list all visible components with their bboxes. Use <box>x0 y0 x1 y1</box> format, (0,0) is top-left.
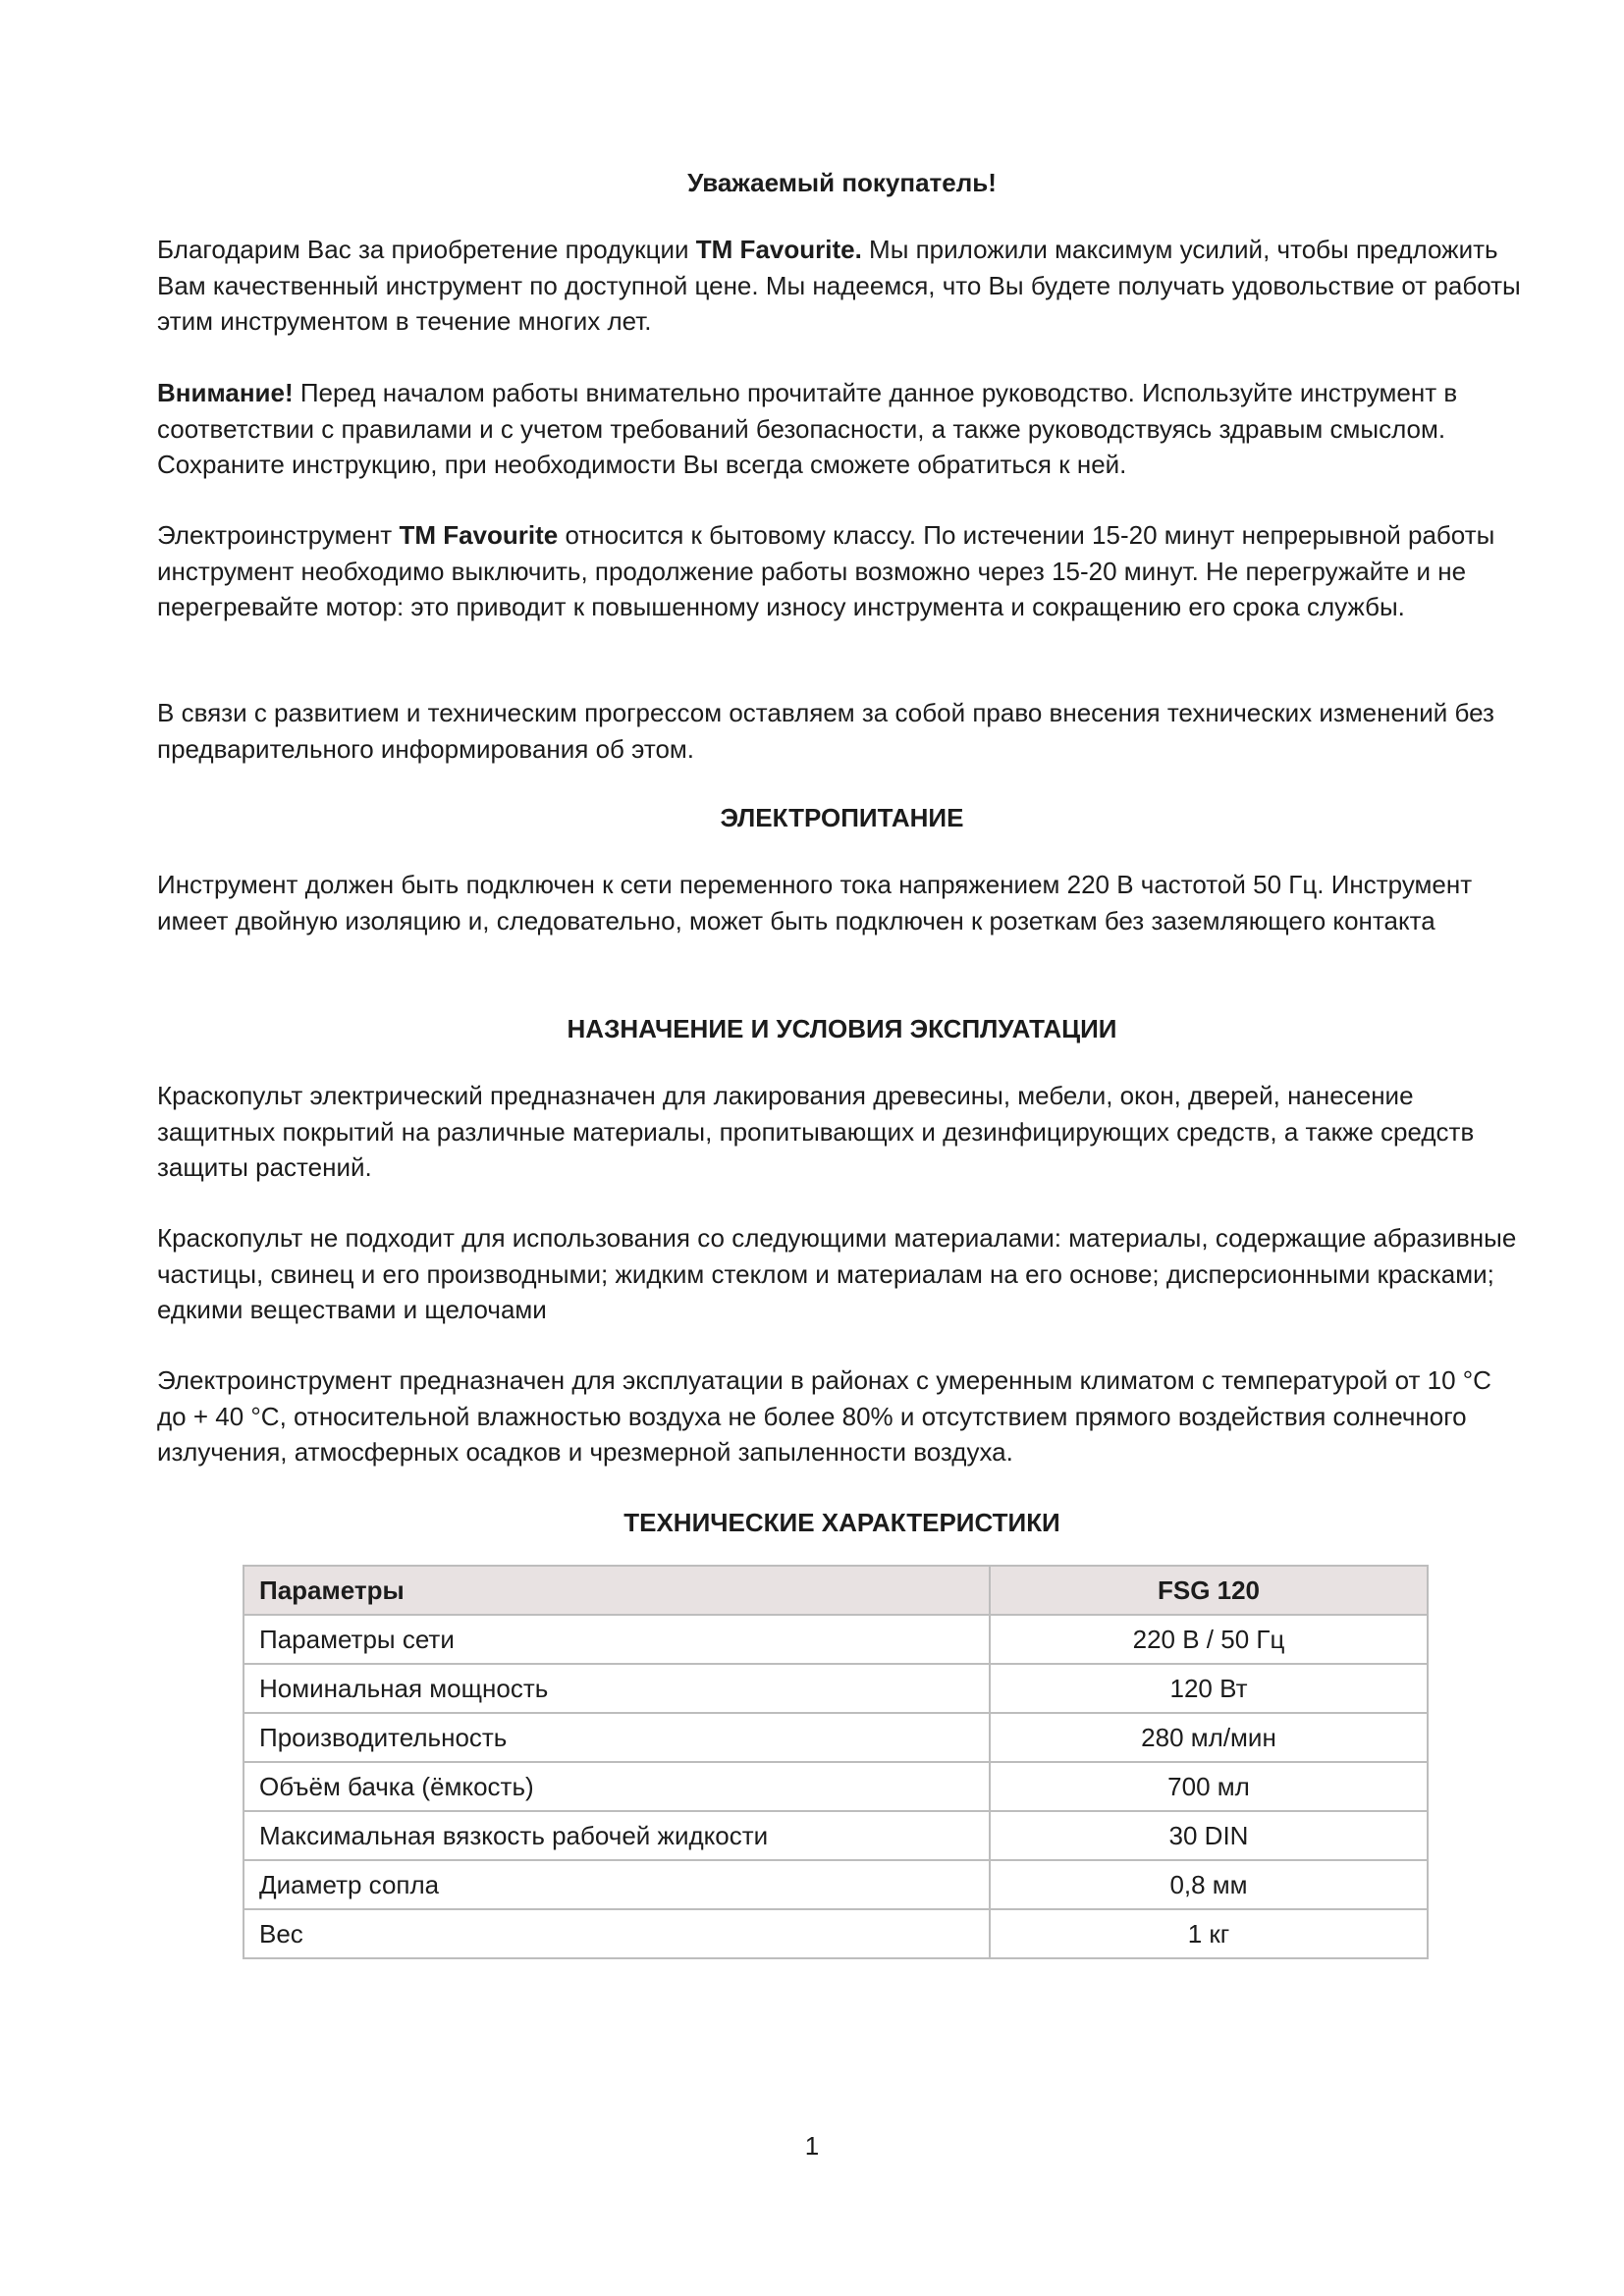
row-value: 220 В / 50 Гц <box>990 1615 1428 1664</box>
row-value: 1 кг <box>990 1909 1428 1958</box>
page-number: 1 <box>804 2131 820 2161</box>
usage-class-text-start: Электроинструмент <box>157 520 400 550</box>
usage-class-paragraph <box>157 517 1527 625</box>
brand-name: TM Favourite. <box>695 235 862 264</box>
table-row <box>244 1860 1428 1909</box>
table-row <box>244 1664 1428 1713</box>
table-row <box>244 1909 1428 1958</box>
purpose-paragraph: Краскопульт электрический предназначен для лакирования древесины, мебели, окон, дверей, нанесение защитных покрытий на различные материалы, пропитывающих и дезинфицирующих средств, а также средств защиты растений. <box>157 1081 1475 1182</box>
row-label: Номинальная мощность <box>244 1664 990 1713</box>
purpose-heading: НАЗНАЧЕНИЕ И УСЛОВИЯ ЭКСПЛУАТАЦИИ <box>567 1014 1117 1043</box>
rights-paragraph: В связи с развитием и техническим прогрессом оставляем за собой право внесения технических изменений без предварительного информирования об этом. <box>157 698 1494 764</box>
brand-name-2: TM Favourite <box>399 520 559 550</box>
attention-text: Перед началом работы внимательно прочитайте данное руководство. Используйте инструмент в соответствии с правилами и с учетом требований безопасности, а также руководствуясь здравым смыслом. Сохраните инструкцию, при необходимости Вы всегда сможете обратиться к ней. <box>157 378 1458 479</box>
power-paragraph: Инструмент должен быть подключен к сети переменного тока напряжением 220 В частотой 50 Гц. Инструмент имеет двойную изоляцию и, следовательно, может быть подключен к розеткам без заземляющего контакта <box>157 870 1473 935</box>
row-label: Параметры сети <box>244 1615 990 1664</box>
row-label: Диаметр сопла <box>244 1860 990 1909</box>
table-row <box>244 1811 1428 1860</box>
header-cell-model: FSG 120 <box>990 1566 1428 1615</box>
power-heading: ЭЛЕКТРОПИТАНИЕ <box>720 803 964 832</box>
specs-heading: ТЕХНИЧЕСКИЕ ХАРАКТЕРИСТИКИ <box>623 1508 1060 1537</box>
thanks-paragraph <box>157 232 1527 340</box>
table-row <box>244 1762 1428 1811</box>
row-label: Вес <box>244 1909 990 1958</box>
climate-paragraph: Электроинструмент предназначен для эксплуатации в районах с умеренным климатом с температурой от 10 °С до + 40 °С, относительной влажностью воздуха не более 80% и отсутствием прямого воздействия солнечного излучения, атмосферных осадков и чрезмерной запыленности воздуха. <box>157 1365 1491 1467</box>
thanks-text-end: Мы приложили максимум усилий, чтобы предложить Вам качественный инструмент по доступной цене. Мы надеемся, что Вы будете получать удовольствие от работы этим инструментом в течение многих лет. <box>157 235 1521 336</box>
row-value: 30 DIN <box>990 1811 1428 1860</box>
table-row <box>244 1615 1428 1664</box>
table-row <box>244 1713 1428 1762</box>
attention-paragraph <box>157 375 1527 483</box>
row-value: 280 мл/мин <box>990 1713 1428 1762</box>
row-label: Объём бачка (ёмкость) <box>244 1762 990 1811</box>
usage-class-text-end: относится к бытовому классу. По истечении 15-20 минут непрерывной работы инструмент необходимо выключить, продолжение работы возможно через 15-20 минут. Не перегружайте и не перегревайте мотор: это приводит к повышенному износу инструмента и сокращению его срока службы. <box>157 520 1495 621</box>
row-value: 120 Вт <box>990 1664 1428 1713</box>
row-value: 700 мл <box>990 1762 1428 1811</box>
thanks-text-start: Благодарим Вас за приобретение продукции <box>157 235 696 264</box>
attention-label: Внимание! <box>157 378 294 407</box>
header-cell-parameter: Параметры <box>244 1566 990 1615</box>
specs-header-row <box>244 1566 1428 1615</box>
row-label: Максимальная вязкость рабочей жидкости <box>244 1811 990 1860</box>
unsuitable-materials-paragraph: Краскопульт не подходит для использования со следующими материалами: материалы, содержащие абразивные частицы, свинец и его производными; жидким стеклом и материалам на его основе; дисперсионными красками; едкими веществами и щелочами <box>157 1223 1517 1324</box>
row-label: Производительность <box>244 1713 990 1762</box>
specs-table <box>243 1565 1429 1959</box>
row-value: 0,8 мм <box>990 1860 1428 1909</box>
greeting-heading: Уважаемый покупатель! <box>687 168 997 197</box>
